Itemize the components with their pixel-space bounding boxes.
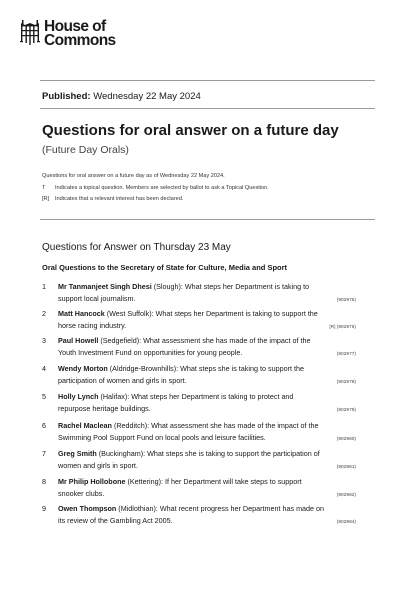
key-symbol: T	[42, 185, 46, 191]
question-reference: (902978)	[336, 380, 356, 385]
question-text: What steps she is taking to support the participation of	[145, 449, 320, 458]
member-name: Wendy Morton	[58, 364, 108, 373]
key-topical	[42, 185, 269, 191]
member-name: Greg Smith	[58, 449, 97, 458]
published-line	[42, 91, 201, 102]
question-text: What recent progress her Department has made on	[157, 504, 325, 513]
question-text: What assessment she has made of the impact of the	[141, 336, 311, 345]
constituency: (Aldridge-Brownhills):	[109, 364, 179, 373]
question-number: 3	[42, 336, 46, 345]
logo-text-line-1: House of	[44, 18, 106, 35]
question-number: 9	[42, 504, 46, 513]
question-text-continued: women and girls in sport.	[58, 460, 138, 470]
constituency: (Kettering):	[127, 477, 164, 486]
key-text: Indicates a topical question. Members are selected by ballot to ask a Topical Question.	[55, 185, 269, 191]
question-reference: (902975)	[336, 298, 356, 303]
question-text-continued: support local journalism.	[58, 293, 136, 303]
question-text-continued: Youth Investment Fund on opportunities for young people.	[58, 347, 243, 357]
key-interest	[42, 196, 183, 202]
member-name: Rachel Maclean	[58, 421, 112, 430]
member-name: Owen Thompson	[58, 504, 117, 513]
section-heading: Questions for Answer on Thursday 23 May	[42, 242, 231, 253]
member-name: Paul Howell	[58, 336, 99, 345]
constituency: (Halifax):	[100, 392, 130, 401]
logo-text-line-2: Commons	[44, 32, 116, 49]
question-text-continued: its review of the Gambling Act 2005.	[58, 515, 173, 525]
constituency: (West Suffolk):	[106, 309, 154, 318]
question-text: What steps her Department is taking to	[182, 282, 310, 291]
house-of-commons-logo	[20, 20, 116, 48]
question-text-continued: horse racing industry.	[58, 320, 127, 330]
question-reference: (902982)	[336, 493, 356, 498]
constituency: (Slough):	[153, 282, 183, 291]
question-text: What steps her Department is taking to support the	[153, 309, 318, 318]
department-heading: Oral Questions to the Secretary of State for Culture, Media and Sport	[42, 263, 288, 272]
member-name: Mr Philip Hollobone	[58, 477, 126, 486]
question-text-continued: Swimming Pool Support Fund on local pools and leisure facilities.	[58, 432, 266, 442]
portcullis-icon	[20, 20, 40, 46]
question-reference: (902977)	[336, 352, 356, 357]
page-subtitle: (Future Day Orals)	[42, 144, 129, 156]
key-symbol: [R]	[42, 196, 50, 202]
question-text: What steps she is taking to support the	[178, 364, 304, 373]
question-reference: (902979)	[336, 408, 356, 413]
page-title: Questions for oral answer on a future day	[42, 122, 339, 139]
divider	[40, 108, 375, 109]
question-reference: [R] (902976)	[329, 325, 356, 330]
member-name: Mr Tanmanjeet Singh Dhesi	[58, 282, 152, 291]
question-text: If her Department will take steps to support	[163, 477, 302, 486]
member-name: Holly Lynch	[58, 392, 99, 401]
published-date: Wednesday 22 May 2024	[93, 91, 201, 102]
question-text-continued: participation of women and girls in sport.	[58, 375, 187, 385]
question-number: 8	[42, 477, 46, 486]
divider	[40, 219, 375, 220]
member-name: Matt Hancock	[58, 309, 105, 318]
question-number: 6	[42, 421, 46, 430]
question-text-continued: snooker clubs.	[58, 488, 105, 498]
constituency: (Midlothian):	[118, 504, 158, 513]
key-text: Indicates that a relevant interest has been declared.	[55, 196, 184, 202]
intro-text: Questions for oral answer on a future day as of Wednesday 22 May 2024.	[42, 173, 225, 179]
question-number: 7	[42, 449, 46, 458]
question-number: 2	[42, 309, 46, 318]
question-number: 1	[42, 282, 46, 291]
question-number: 4	[42, 364, 46, 373]
divider	[40, 80, 375, 81]
question-reference: (902984)	[336, 520, 356, 525]
question-text: What assessment she has made of the impact of the	[149, 421, 319, 430]
constituency: (Buckingham):	[98, 449, 146, 458]
question-number: 5	[42, 392, 46, 401]
question-text-continued: repurpose heritage buildings.	[58, 403, 151, 413]
constituency: (Redditch):	[113, 421, 150, 430]
question-text: What steps her Department is taking to protect and	[129, 392, 294, 401]
question-reference: (902981)	[336, 465, 356, 470]
published-label: Published:	[42, 91, 91, 102]
question-reference: (902980)	[336, 437, 356, 442]
constituency: (Sedgefield):	[100, 336, 142, 345]
